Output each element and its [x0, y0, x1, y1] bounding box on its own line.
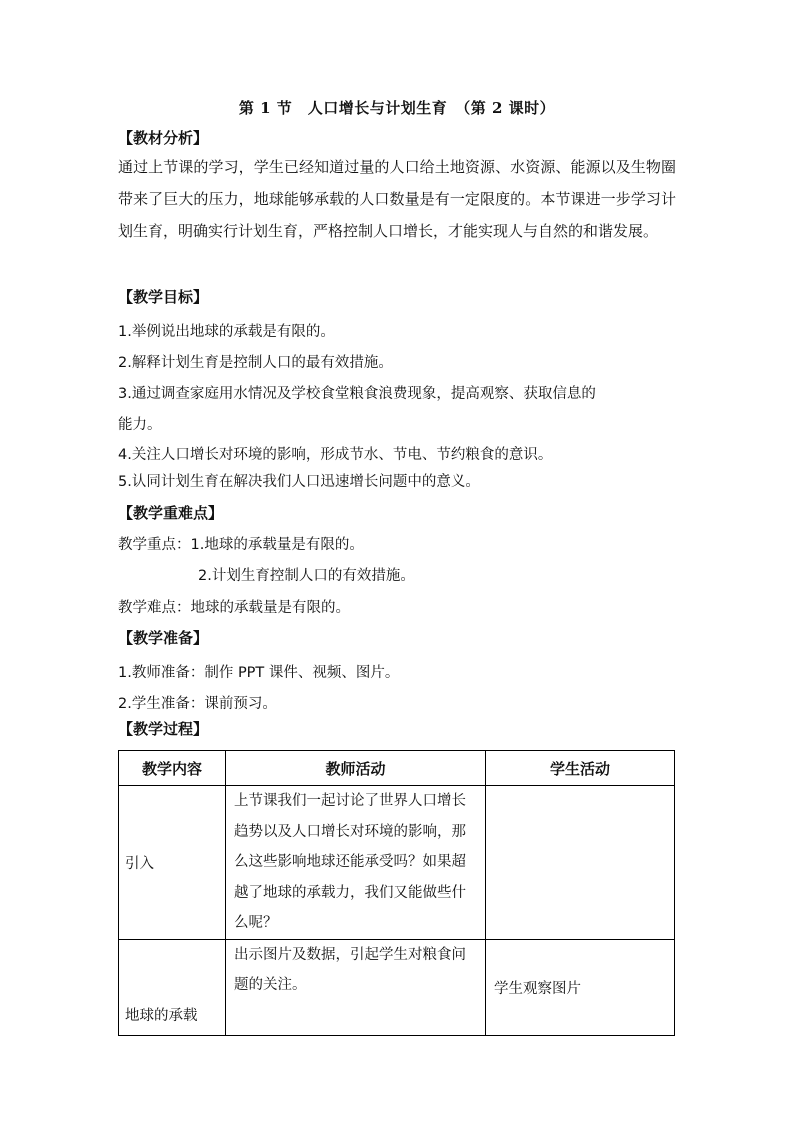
heading-preparation: 【教学准备】 — [118, 629, 209, 647]
goal-item-4: 4.关注人口增长对环境的影响，形成节水、节电、节约粮食的意识。 — [118, 447, 553, 463]
process-table — [118, 750, 675, 1036]
goal-item-5: 5.认同计划生育在解决我们人口迅速增长问题中的意义。 — [118, 474, 480, 490]
col-header-content: 教学内容 — [119, 751, 226, 786]
col-header-teacher: 教师活动 — [226, 751, 486, 786]
cell-student — [486, 786, 675, 940]
goal-item-1: 1.举例说出地球的承载是有限的。 — [118, 324, 335, 340]
goal-item-3: 3.通过调查家庭用水情况及学校食堂粮食浪费现象，提高观察、获取信息的 — [118, 386, 596, 402]
analysis-paragraph: 通过上节课的学习，学生已经知道过量的人口给土地资源、水资源、能源以及生物圈带来了巨大的压力，地球能够承载的人口数量是有一定限度的。本节课进一步学习计划生育，明确实行计划生育，严格控制人口增长，才能实现人与自然的和谐发展。 — [118, 158, 676, 240]
focus-line-1: 教学重点：1.地球的承载量是有限的。 — [118, 537, 364, 553]
focus-line-2: 2.计划生育控制人口的有效措施。 — [198, 568, 415, 584]
col-header-student: 学生活动 — [486, 751, 675, 786]
cell-content: 引入 — [119, 786, 226, 940]
prep-item-1: 1.教师准备：制作 PPT 课件、视频、图片。 — [118, 665, 400, 681]
page-title: 第 1 节 人口增长与计划生育 （第 2 课时） — [238, 99, 556, 117]
cell-content: 地球的承载 — [119, 939, 226, 1035]
table-row — [119, 786, 675, 940]
heading-process: 【教学过程】 — [118, 720, 209, 738]
heading-key-points: 【教学重难点】 — [118, 504, 224, 522]
cell-teacher: 出示图片及数据，引起学生对粮食问题的关注。 — [226, 939, 486, 1035]
prep-item-2: 2.学生准备：课前预习。 — [118, 696, 277, 712]
heading-analysis: 【教材分析】 — [118, 129, 209, 147]
table-row — [119, 939, 675, 1035]
difficulty-line: 教学难点：地球的承载量是有限的。 — [118, 600, 350, 616]
goal-item-2: 2.解释计划生育是控制人口的最有效措施。 — [118, 355, 393, 371]
cell-teacher: 上节课我们一起讨论了世界人口增长趋势以及人口增长对环境的影响，那么这些影响地球还能承受吗？如果超越了地球的承载力，我们又能做些什么呢？ — [226, 786, 486, 940]
table-header-row — [119, 751, 675, 786]
goal-item-3-cont: 能力。 — [118, 417, 162, 433]
heading-goals: 【教学目标】 — [118, 288, 209, 306]
cell-student: 学生观察图片 — [486, 939, 675, 1035]
